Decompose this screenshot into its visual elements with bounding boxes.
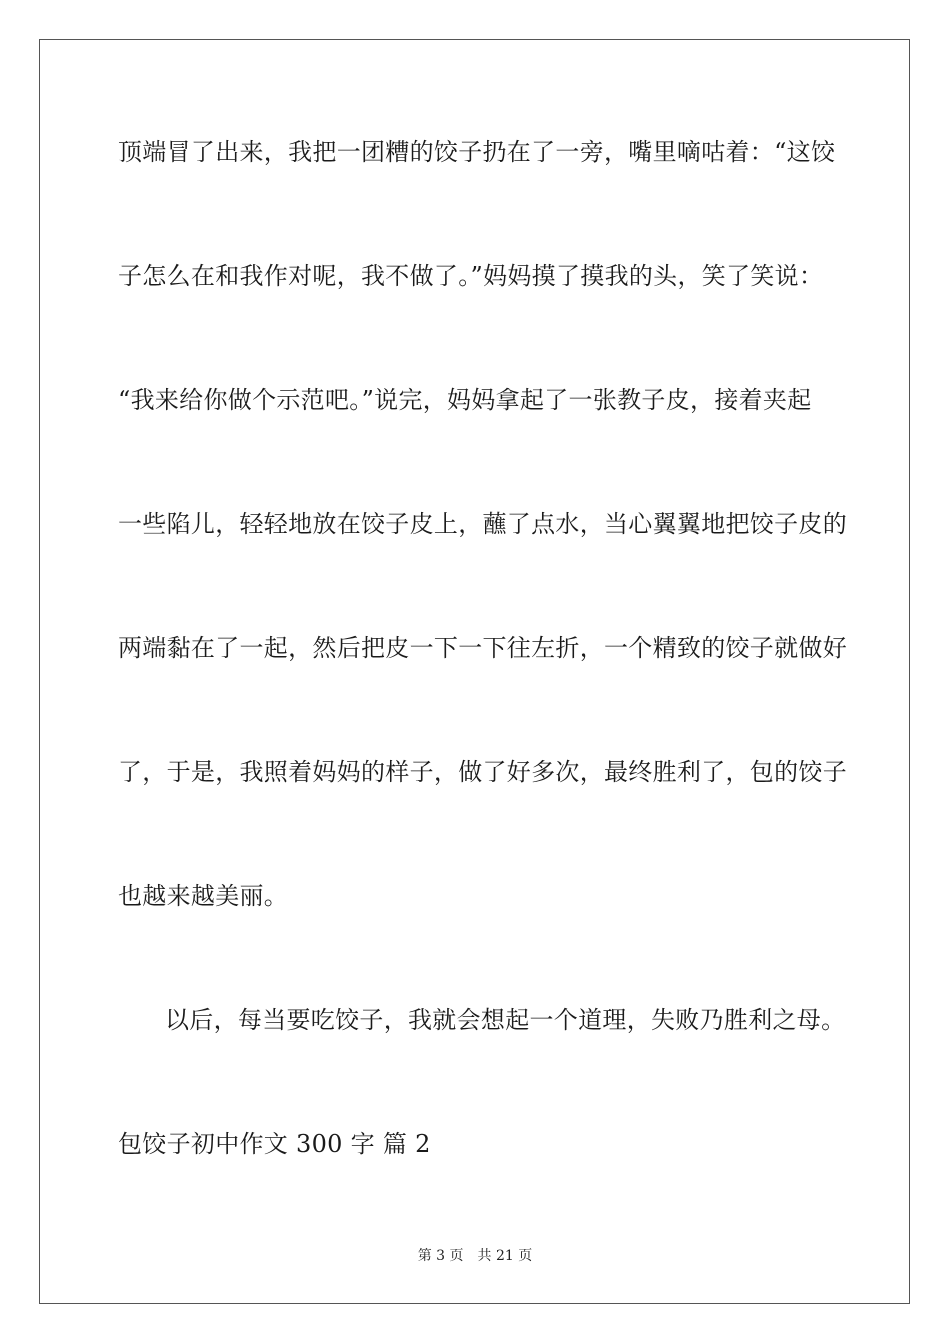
body-line-6: 了，于是，我照着妈妈的样子，做了好多次，最终胜利了，包的饺子: [118, 758, 847, 786]
page-number: 第 3 页: [417, 1248, 464, 1264]
body-line-5: 两端黏在了一起，然后把皮一下一下往左折，一个精致的饺子就做好: [118, 634, 847, 662]
body-line-2: 子怎么在和我作对呢，我不做了。”妈妈摸了摸我的头，笑了笑说：: [118, 262, 824, 290]
page-total: 共 21 页: [477, 1248, 533, 1264]
body-line-3: “我来给你做个示范吧。”说完，妈妈拿起了一张教子皮，接着夹起: [118, 386, 812, 414]
section-heading: 包饺子初中作文 300 字 篇 2: [118, 1130, 431, 1158]
page-border: [39, 39, 910, 1304]
body-line-1: 顶端冒了出来，我把一团糟的饺子扔在了一旁，嘴里嘀咕着：“这饺: [118, 138, 836, 166]
paragraph-line: 以后，每当要吃饺子，我就会想起一个道理，失败乃胜利之母。: [165, 1006, 846, 1034]
body-line-7: 也越来越美丽。: [118, 882, 289, 910]
body-line-4: 一些陷儿，轻轻地放在饺子皮上，蘸了点水，当心翼翼地把饺子皮的: [118, 510, 847, 538]
page-footer: [0, 1246, 950, 1266]
